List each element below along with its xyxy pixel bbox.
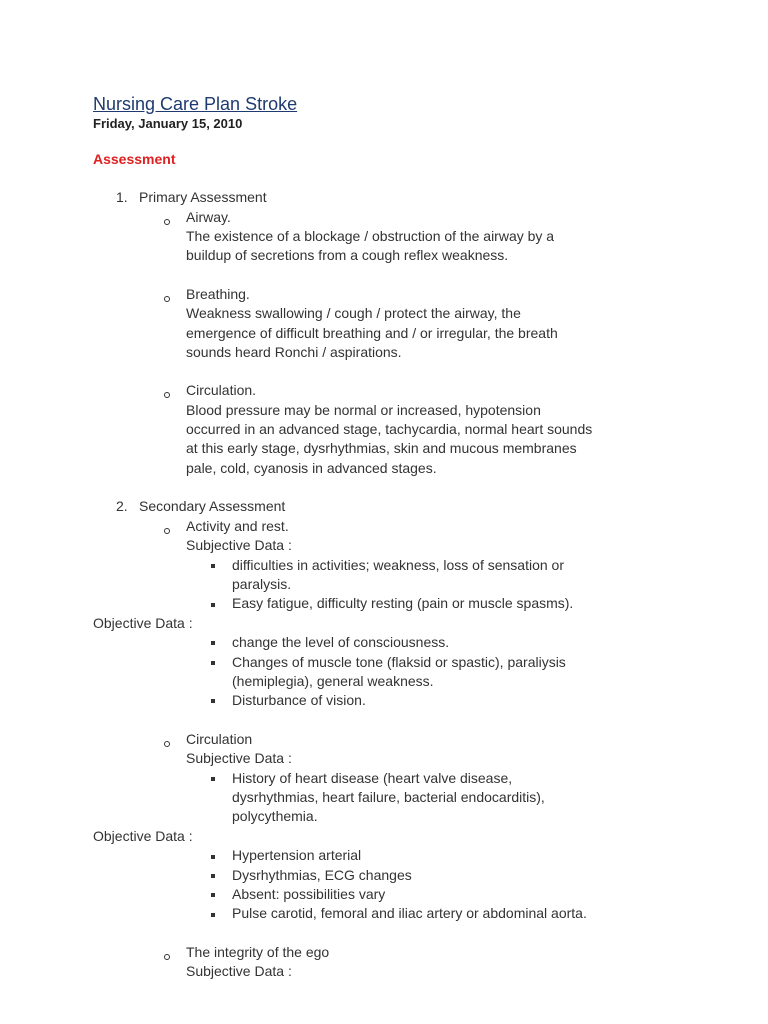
circle-bullet-icon: [164, 296, 170, 302]
list-item: paralysis.: [232, 576, 292, 592]
list-item: Absent: possibilities vary: [232, 886, 386, 902]
square-bullet-icon: [211, 855, 215, 859]
list-item: History of heart disease (heart valve disease,: [232, 770, 513, 786]
list-item: change the level of consciousness.: [232, 634, 450, 650]
document-title[interactable]: Nursing Care Plan Stroke: [93, 94, 298, 114]
list-item: Dysrhythmias, ECG changes: [232, 867, 412, 883]
breathing-text-line: emergence of difficult breathing and / or irregular, the breath: [186, 325, 558, 341]
circulation-text-line: at this early stage, dysrhythmias, skin and mucous membranes: [186, 440, 577, 456]
circulation-text-line: Blood pressure may be normal or increased, hypotension: [186, 402, 541, 418]
section-heading-assessment: Assessment: [93, 151, 176, 167]
activity-rest-label: Activity and rest.: [186, 518, 289, 534]
list-item: Hypertension arterial: [232, 847, 362, 863]
square-bullet-icon: [211, 874, 215, 878]
square-bullet-icon: [211, 564, 215, 568]
list-item: Changes of muscle tone (flaksid or spastic), paraliysis: [232, 654, 566, 670]
list-item: difficulties in activities; weakness, loss of sensation or: [232, 557, 565, 573]
square-bullet-icon: [211, 893, 215, 897]
square-bullet-icon: [211, 699, 215, 703]
ego-integrity-label: The integrity of the ego: [186, 944, 330, 960]
secondary-assessment-heading: Secondary Assessment: [139, 498, 286, 514]
breathing-text-line: sounds heard Ronchi / aspirations.: [186, 344, 402, 360]
airway-label: Airway.: [186, 209, 231, 225]
circulation-secondary-label: Circulation: [186, 731, 253, 747]
list-item: Pulse carotid, femoral and iliac artery or abdominal aorta.: [232, 905, 587, 921]
list-item: Disturbance of vision.: [232, 692, 366, 708]
circle-bullet-icon: [164, 219, 170, 225]
circulation-text-line: pale, cold, cyanosis in advanced stages.: [186, 460, 437, 476]
square-bullet-icon: [211, 641, 215, 645]
circulation-label: Circulation.: [186, 382, 257, 398]
breathing-label: Breathing.: [186, 286, 250, 302]
subjective-data-label: Subjective Data :: [186, 750, 292, 766]
list-number-1: 1.: [116, 189, 128, 205]
circle-bullet-icon: [164, 954, 170, 960]
square-bullet-icon: [211, 603, 215, 607]
airway-text-line: buildup of secretions from a cough reflex weakness.: [186, 247, 509, 263]
objective-data-label: Objective Data :: [93, 828, 193, 844]
square-bullet-icon: [211, 661, 215, 665]
breathing-text-line: Weakness swallowing / cough / protect the airway, the: [186, 305, 521, 321]
list-number-2: 2.: [116, 498, 128, 514]
subjective-data-label: Subjective Data :: [186, 537, 292, 553]
square-bullet-icon: [211, 777, 215, 781]
list-item: dysrhythmias, heart failure, bacterial endocarditis),: [232, 789, 545, 805]
list-item: (hemiplegia), general weakness.: [232, 673, 434, 689]
airway-text-line: The existence of a blockage / obstruction of the airway by a: [186, 228, 555, 244]
square-bullet-icon: [211, 913, 215, 917]
subjective-data-label: Subjective Data :: [186, 963, 292, 979]
list-item: Easy fatigue, difficulty resting (pain or muscle spasms).: [232, 595, 574, 611]
circle-bullet-icon: [164, 392, 170, 398]
circulation-text-line: occurred in an advanced stage, tachycardia, normal heart sounds: [186, 421, 593, 437]
circle-bullet-icon: [164, 528, 170, 534]
document-date: Friday, January 15, 2010: [93, 116, 243, 131]
list-item: polycythemia.: [232, 808, 318, 824]
objective-data-label: Objective Data :: [93, 615, 193, 631]
circle-bullet-icon: [164, 741, 170, 747]
primary-assessment-heading: Primary Assessment: [139, 189, 267, 205]
